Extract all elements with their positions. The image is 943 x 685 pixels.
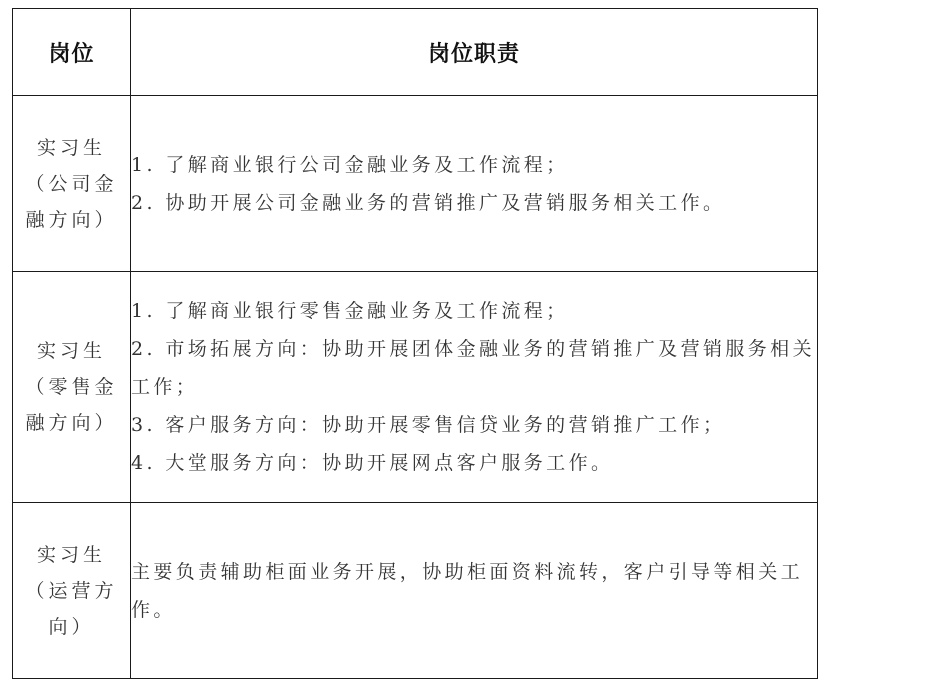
position-detail: （公司金融方向） xyxy=(25,172,118,231)
job-duties-table xyxy=(12,8,818,679)
header-position: 岗位 xyxy=(13,9,131,96)
position-title: 实习生 xyxy=(36,136,106,159)
duty-item: 3. 客户服务方向：协助开展零售信贷业务的营销推广工作； xyxy=(131,414,726,436)
duty-item: 2. 协助开展公司金融业务的营销推广及营销服务相关工作。 xyxy=(131,191,726,214)
duty-item: 1. 了解商业银行零售金融业务及工作流程； xyxy=(131,300,569,322)
duties-cell xyxy=(131,96,818,272)
table-header-row xyxy=(13,9,818,96)
position-cell xyxy=(13,503,131,679)
table-row xyxy=(13,503,818,679)
duties-cell xyxy=(131,503,818,679)
table-row xyxy=(13,272,818,503)
position-title: 实习生 xyxy=(36,340,106,362)
position-title: 实习生 xyxy=(36,543,106,566)
position-detail: （运营方向） xyxy=(25,579,118,638)
table-row xyxy=(13,96,818,272)
duties-cell xyxy=(131,272,818,503)
position-detail: （零售金融方向） xyxy=(25,376,118,434)
position-cell xyxy=(13,272,131,503)
duty-item: 2. 市场拓展方向：协助开展团体金融业务的营销推广及营销服务相关工作； xyxy=(131,338,815,398)
header-duties: 岗位职责 xyxy=(131,9,818,96)
duty-item: 主要负责辅助柜面业务开展，协助柜面资料流转，客户引导等相关工作。 xyxy=(131,560,804,621)
duty-item: 4. 大堂服务方向：协助开展网点客户服务工作。 xyxy=(131,452,614,474)
duty-item: 1. 了解商业银行公司金融业务及工作流程； xyxy=(131,153,569,176)
position-cell xyxy=(13,96,131,272)
